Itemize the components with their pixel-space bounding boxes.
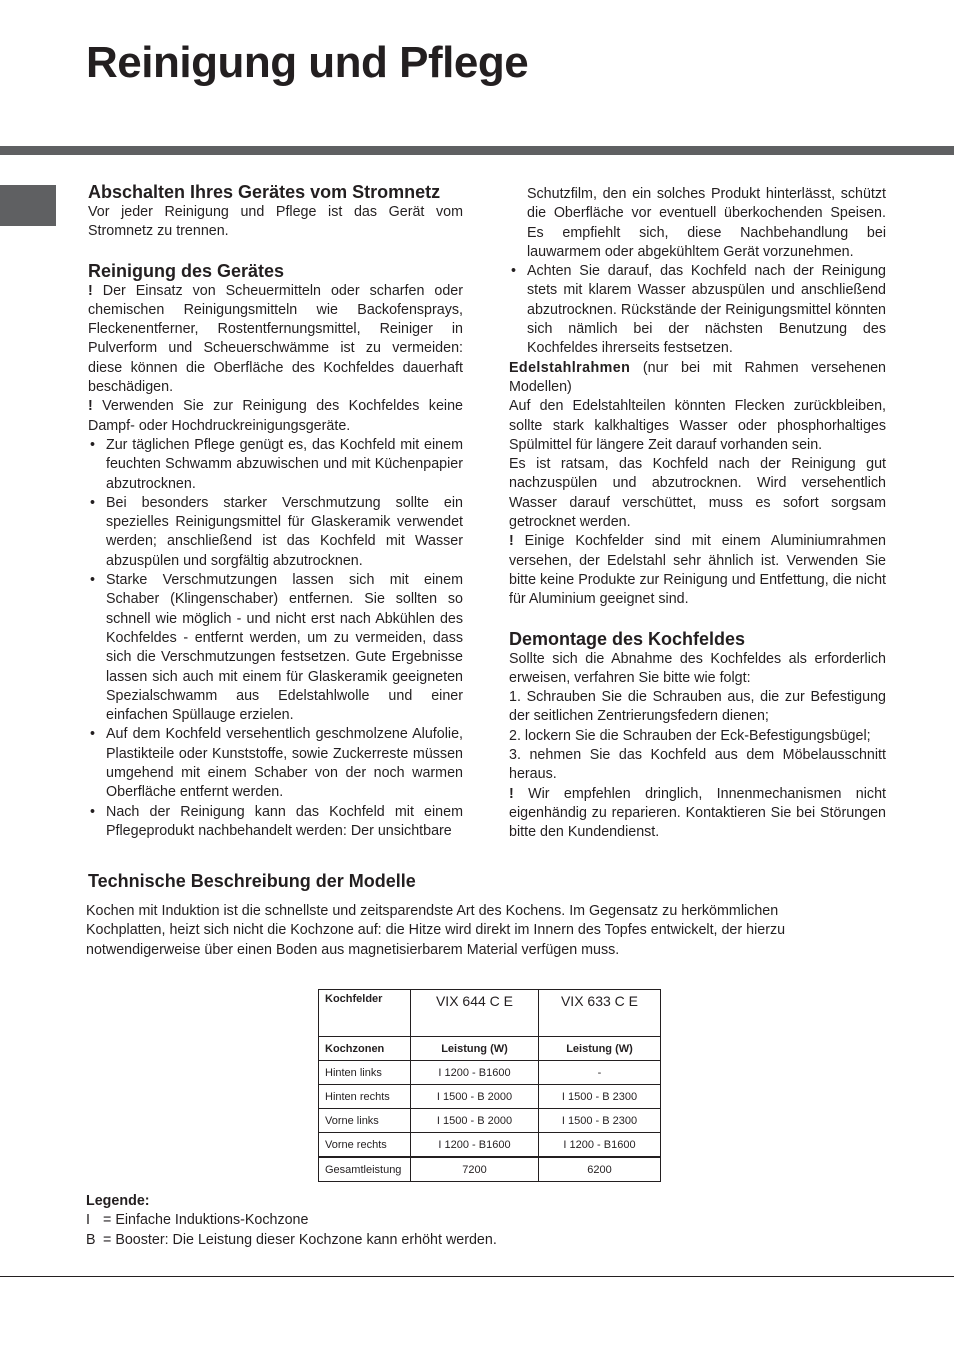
table-cell: I 1500 - B 2000	[411, 1085, 539, 1109]
legend	[86, 1192, 497, 1250]
demontage-step-1: 1. Schrauben Sie die Schrauben aus, die zur Befestigung der seitlichen Zentrierungsfedern dienen;	[509, 689, 886, 725]
legend-title: Legende:	[86, 1193, 150, 1209]
section-heading-demontage: Demontage des Kochfeldes	[509, 628, 746, 649]
demontage-step-3: 3. nehmen Sie das Kochfeld aus dem Möbelausschnitt heraus.	[509, 747, 886, 783]
table-cell: 7200	[411, 1157, 539, 1182]
bullet-continuation: Schutzfilm, den ein solches Produkt hinterlässt, schützt die Oberfläche vor eventuell überkochenden Speisen. Es empfiehlt sich, diese Nachbehandlung bei lauwarmem oder abgekühltem Gerät vorzunehmen.	[527, 186, 886, 260]
table-row	[319, 1085, 661, 1109]
table-cell: I 1500 - B 2300	[539, 1085, 661, 1109]
section-heading-technik: Technische Beschreibung der Modelle	[88, 871, 416, 891]
edelstahl-label-rest: (nur bei mit Rahmen versehenen Modellen)	[509, 359, 886, 395]
list-item: • Auf dem Kochfeld versehentlich geschmolzene Alufolie, Plastikteile oder Kunststoffe, sowie Zuckerreste müssen umgehend mit einem Schaber von der noch warmen Oberfläche entfernt werden.	[88, 725, 463, 802]
legend-text: = Einfache Induktions-Kochzone	[103, 1212, 309, 1229]
legend-key: B	[86, 1231, 96, 1248]
warning-mark: !	[509, 785, 514, 802]
edelstahl-paragraph-1: Auf den Edelstahlteilen könnten Flecken zurückbleiben, sollte stark kalkhaltiges Wasser oder phosphorhaltiges Spülmittel für längere Zeit darauf vorhanden sein.	[509, 398, 886, 453]
table-cell-label: Hinten rechts	[319, 1085, 411, 1109]
table-cell-label: Gesamtleistung	[319, 1157, 411, 1182]
section-heading-reinigung: Reinigung des Gerätes	[88, 260, 285, 281]
table-row	[319, 1133, 661, 1158]
table-header-row	[319, 990, 661, 1037]
reinigung-warning-1	[88, 282, 463, 398]
demontage-warning	[509, 785, 886, 843]
page-title: Reinigung und Pflege	[86, 38, 529, 87]
legend-item	[86, 1231, 497, 1250]
table-subheader-col-1: Leistung (W)	[411, 1037, 539, 1061]
abschalten-text: Vor jeder Reinigung und Pflege ist das Gerät vom Stromnetz zu trennen.	[88, 204, 463, 240]
warning-text: Wir empfehlen dringlich, Innenmechanismen nicht eigenhändig zu reparieren. Kontaktieren Sie bei Störungen bitte den Kundendienst.	[509, 785, 886, 841]
warning-text: Verwenden Sie zur Reinigung des Kochfeldes keine Dampf- oder Hochdruckreinigungsgeräte.	[88, 398, 463, 434]
table-row	[319, 1061, 661, 1085]
demontage-intro: Sollte sich die Abnahme des Kochfeldes als erforderlich erweisen, verfahren Sie bitte wie folgt:	[509, 650, 886, 686]
table-cell: I 1500 - B 2000	[411, 1109, 539, 1133]
table-cell-label: Vorne rechts	[319, 1133, 411, 1158]
table-cell: I 1500 - B 2300	[539, 1109, 661, 1133]
table-subheader-col-2: Leistung (W)	[539, 1037, 661, 1061]
table-model-2: VIX 633 C E	[539, 990, 661, 1037]
section-tab-marker	[0, 185, 56, 226]
table-model-1: VIX 644 C E	[411, 990, 539, 1037]
legend-item	[86, 1211, 497, 1230]
table-cell-label: Hinten links	[319, 1061, 411, 1085]
demontage-step-2: 2. lockern Sie die Schrauben der Eck-Befestigungsbügel;	[509, 727, 871, 744]
table-cell: 6200	[539, 1157, 661, 1182]
warning-text: Einige Kochfelder sind mit einem Aluminiumrahmen versehen, der Edelstahl sehr ähnlich ist. Verwenden Sie bitte keine Produkte zur Reinigung und Entfettung, die nicht für Aluminium geeignet sind.	[509, 533, 886, 608]
left-column	[88, 181, 463, 841]
table-cell: -	[539, 1061, 661, 1085]
table-cell: I 1200 - B1600	[411, 1061, 539, 1085]
warning-mark: !	[509, 533, 514, 550]
section-heading-abschalten: Abschalten Ihres Gerätes vom Stromnetz	[88, 182, 441, 202]
table-row-total	[319, 1157, 661, 1182]
warning-text: Der Einsatz von Scheuermitteln oder scharfen oder chemischen Reinigungsmitteln wie Backofensprays, Fleckenentferner, Rostentfernungsmittel, Reiniger in Pulverform und Scheuerschwämme ist zu vermeiden: diese können die Oberfläche des Kochfeldes dauerhaft beschädigen.	[88, 282, 463, 396]
table-header-label: Kochfelder	[319, 990, 411, 1037]
legend-key: I	[86, 1212, 90, 1229]
edelstahl-label: Edelstahlrahmen	[509, 359, 631, 376]
table-cell-label: Vorne links	[319, 1109, 411, 1133]
list-item: • Nach der Reinigung kann das Kochfeld mit einem Pflegeprodukt nachbehandelt werden: Der unsichtbare	[88, 803, 463, 842]
technik-intro: Kochen mit Induktion ist die schnellste und zeitsparendste Art des Kochens. Im Gegensatz zu herkömmlichen Kochplatten, heizt sich nicht die Kochzone auf: die Hitze wird direkt im Innern des Topfes entwickelt, der hierzu notwendigerweise über einen Boden aus magnetisierbarem Material verfügen muss.	[86, 903, 786, 958]
table-row	[319, 1109, 661, 1133]
table-subheader-label: Kochzonen	[319, 1037, 411, 1061]
specs-table	[318, 989, 661, 1182]
right-column	[509, 185, 886, 843]
reinigung-warning-2	[88, 397, 463, 436]
list-item: • Zur täglichen Pflege genügt es, das Kochfeld mit einem feuchten Schwamm abzuwischen und mit Küchenpapier abzutrocknen.	[88, 436, 463, 494]
reinigung-bullet-list-continued	[509, 262, 886, 358]
reinigung-bullet-list	[88, 436, 463, 841]
edelstahl-intro	[509, 359, 886, 398]
header-divider	[0, 146, 954, 155]
footer-divider	[0, 1276, 954, 1277]
edelstahl-warning	[509, 532, 886, 609]
warning-mark: !	[88, 282, 93, 299]
table-cell: I 1200 - B1600	[539, 1133, 661, 1158]
table-cell: I 1200 - B1600	[411, 1133, 539, 1158]
list-item: • Achten Sie darauf, das Kochfeld nach der Reinigung stets mit klarem Wasser abzuspülen und anschließend abzutrocknen. Rückstände der Reinigungsmittel könnten sich nämlich bei der nächsten Benutzung des Kochfeldes ihrerseits festsetzen.	[509, 262, 886, 358]
list-item: • Starke Verschmutzungen lassen sich mit einem Schaber (Klingenschaber) entfernen. Sie sollten so schnell wie möglich - und nicht erst nach Abkühlen des Kochfeldes - entfernt werden, um zu vermeiden, dass sich die Verschmutzungen festsetzen. Gute Ergebnisse lassen sich auch mit einem für Glaskeramik geeigneten Spezialschwamm aus Edelstahlwolle und einer einfachen Spüllauge erzielen.	[88, 571, 463, 725]
warning-mark: !	[88, 398, 93, 415]
legend-text: = Booster: Die Leistung dieser Kochzone kann erhöht werden.	[103, 1231, 497, 1248]
list-item: • Bei besonders starker Verschmutzung sollte ein spezielles Reinigungsmittel für Glaskeramik verwendet werden; anschließend ist das Kochfeld mit Wasser abzuspülen und sorgfältig abzutrocknen.	[88, 494, 463, 571]
edelstahl-paragraph-2: Es ist ratsam, das Kochfeld nach der Reinigung gut nachzuspülen und abzutrocknen. Wird versehentlich Wasser darauf verschüttet, muss es sofort sorgsam getrocknet werden.	[509, 456, 886, 531]
table-subheader-row	[319, 1037, 661, 1061]
